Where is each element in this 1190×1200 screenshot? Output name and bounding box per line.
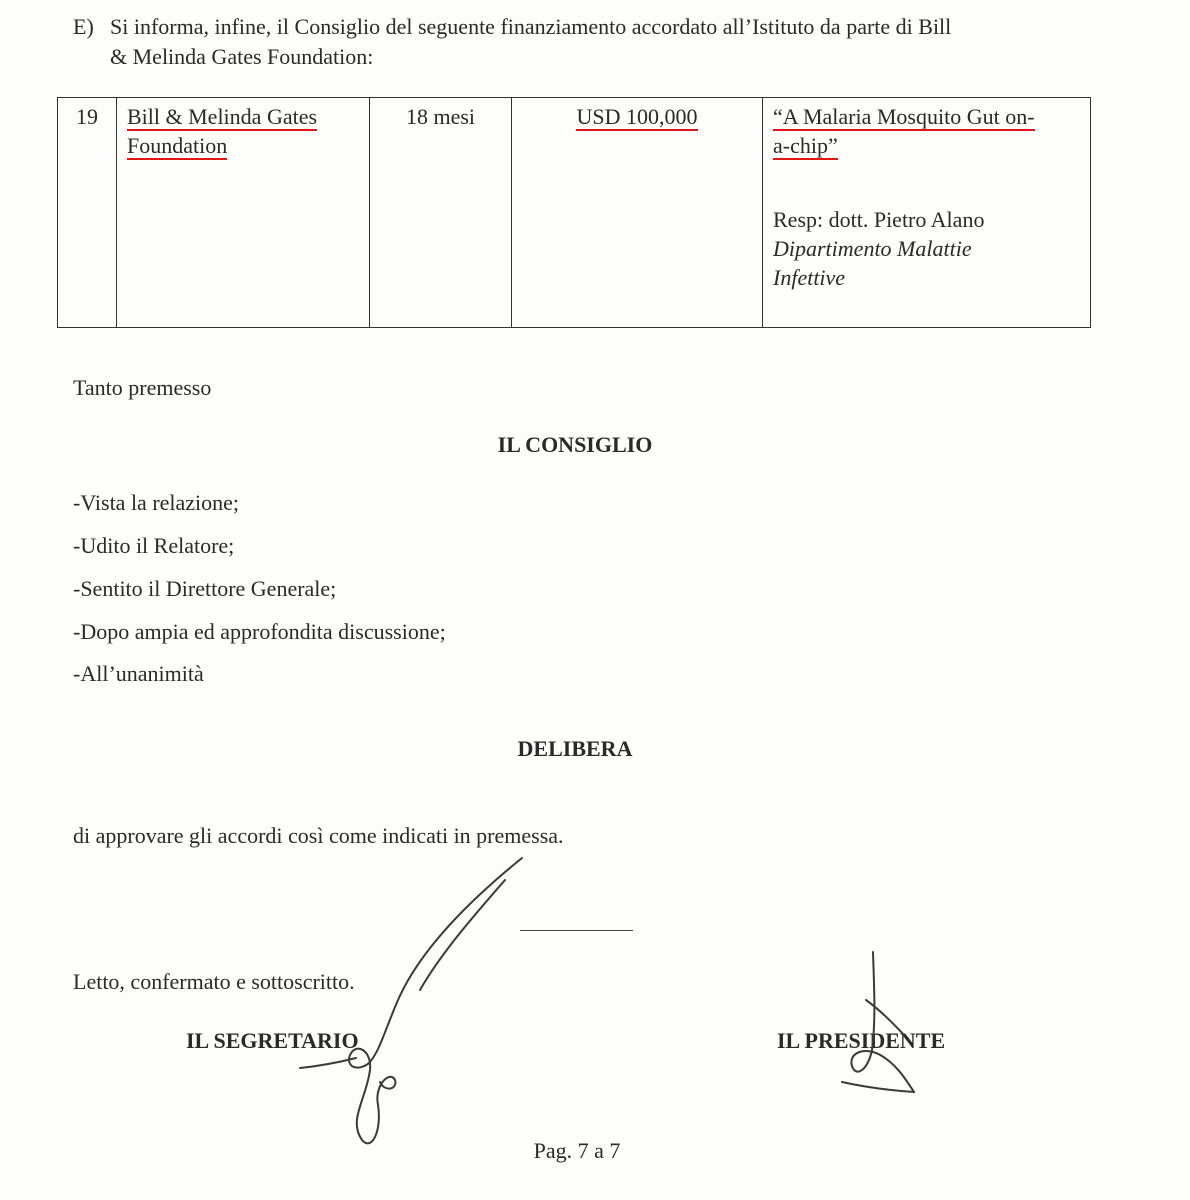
consideration-item: -Udito il Relatore; <box>73 533 235 558</box>
responsible-person: Resp: dott. Pietro Alano <box>773 207 985 232</box>
page-number: Pag. 7 a 7 <box>533 1138 621 1163</box>
secretary-label: IL SEGRETARIO <box>186 1028 359 1053</box>
deliberation-heading: DELIBERA <box>517 736 633 761</box>
intro-text-line1: Si informa, infine, il Consiglio del seguente finanziamento accordato all’Istituto da parte di Bill <box>110 14 952 39</box>
consideration-item: -Sentito il Direttore Generale; <box>73 576 337 601</box>
grant-duration: 18 mesi <box>405 104 476 129</box>
president-label: IL PRESIDENTE <box>777 1028 946 1053</box>
intro-text-line2: & Melinda Gates Foundation: <box>110 44 374 69</box>
closing-text: Letto, confermato e sottoscritto. <box>73 969 355 994</box>
consideration-item: -All’unanimità <box>73 661 204 686</box>
secretary-signature <box>300 858 522 1143</box>
president-signature <box>842 952 914 1092</box>
department-line2: Infettive <box>773 265 846 290</box>
premise-text: Tanto premesso <box>73 375 212 400</box>
consideration-item: -Dopo ampia ed approfondita discussione; <box>73 619 446 644</box>
consideration-item: -Vista la relazione; <box>73 490 240 515</box>
grant-number: 19 <box>76 104 98 129</box>
department-line1: Dipartimento Malattie <box>773 236 972 261</box>
council-heading: IL CONSIGLIO <box>497 432 653 457</box>
funder-name-line2: Foundation <box>127 133 228 158</box>
project-title-line1: “A Malaria Mosquito Gut on- <box>773 104 1035 129</box>
section-label: E) <box>73 14 94 39</box>
project-title-line2: a-chip” <box>773 133 838 158</box>
funder-name-line1: Bill & Melinda Gates <box>127 104 318 129</box>
resolution-text: di approvare gli accordi così come indicati in premessa. <box>73 823 564 848</box>
grant-amount: USD 100,000 <box>576 104 698 129</box>
